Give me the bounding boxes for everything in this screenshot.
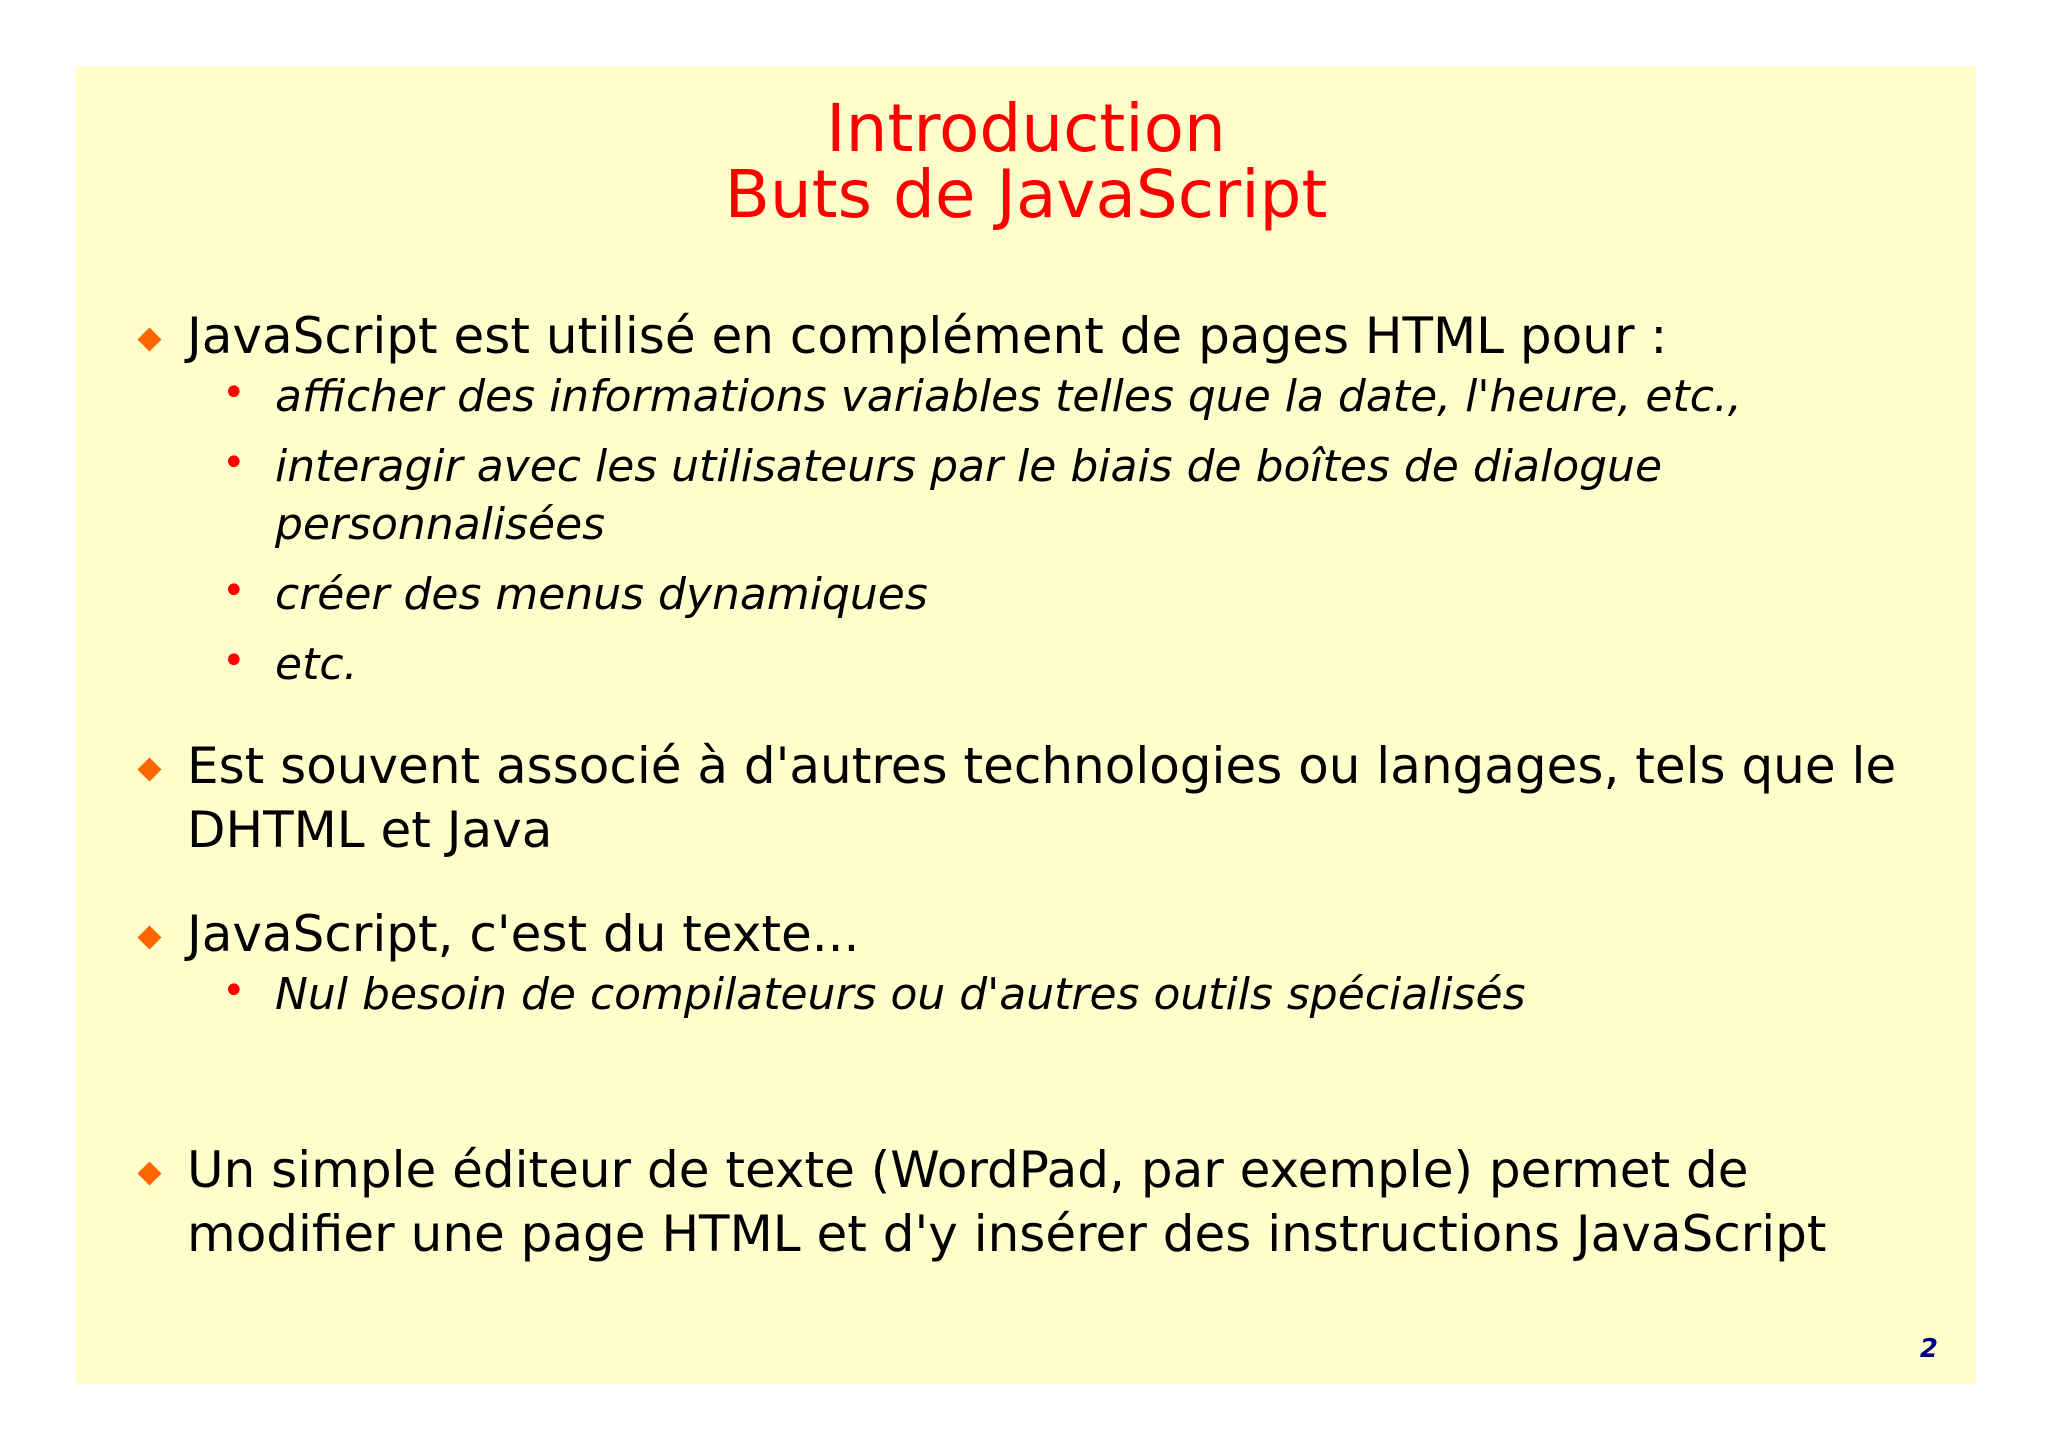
title-line-1: Introduction <box>826 90 1226 167</box>
slide <box>76 66 1976 1384</box>
sub-bullet-item <box>136 636 1936 694</box>
page-number: 2 <box>1919 1334 1938 1364</box>
diamond-bullet-icon <box>137 1161 161 1185</box>
dot-bullet-icon: • <box>222 370 246 416</box>
title-line-2: Buts de JavaScript <box>724 156 1328 233</box>
sub-bullet-item <box>136 566 1936 624</box>
slide-content <box>136 304 1936 1266</box>
bullet-text: Un simple éditeur de texte (WordPad, par exemple) permet de modifier une page HTML et d'y insérer des instructions JavaScript <box>187 1141 1827 1263</box>
sub-bullet-item <box>136 368 1936 426</box>
diamond-bullet-icon <box>137 327 161 351</box>
bullet-text: JavaScript, c'est du texte... <box>187 905 860 963</box>
bullet-text: Est souvent associé à d'autres technologies ou langages, tels que le DHTML et Java <box>187 737 1897 859</box>
bullet-item <box>136 1138 1936 1266</box>
sub-bullet-item <box>136 438 1936 554</box>
slide-title <box>76 90 1976 233</box>
sub-bullet-text: afficher des informations variables telles que la date, l'heure, etc., <box>275 371 1742 422</box>
bullet-item <box>136 734 1936 862</box>
dot-bullet-icon: • <box>222 440 246 486</box>
bullet-item <box>136 304 1936 368</box>
sub-bullet-item <box>136 966 1936 1024</box>
sub-bullet-text: créer des menus dynamiques <box>275 569 928 620</box>
sub-bullet-text: interagir avec les utilisateurs par le biais de boîtes de dialogue personnalisées <box>275 441 1663 550</box>
diamond-bullet-icon <box>137 925 161 949</box>
diamond-bullet-icon <box>137 757 161 781</box>
bullet-text: JavaScript est utilisé en complément de pages HTML pour : <box>187 307 1668 365</box>
sub-bullet-text: etc. <box>275 639 358 690</box>
sub-bullet-text: Nul besoin de compilateurs ou d'autres outils spécialisés <box>275 969 1526 1020</box>
dot-bullet-icon: • <box>222 968 246 1014</box>
bullet-item <box>136 902 1936 966</box>
dot-bullet-icon: • <box>222 638 246 684</box>
dot-bullet-icon: • <box>222 568 246 614</box>
